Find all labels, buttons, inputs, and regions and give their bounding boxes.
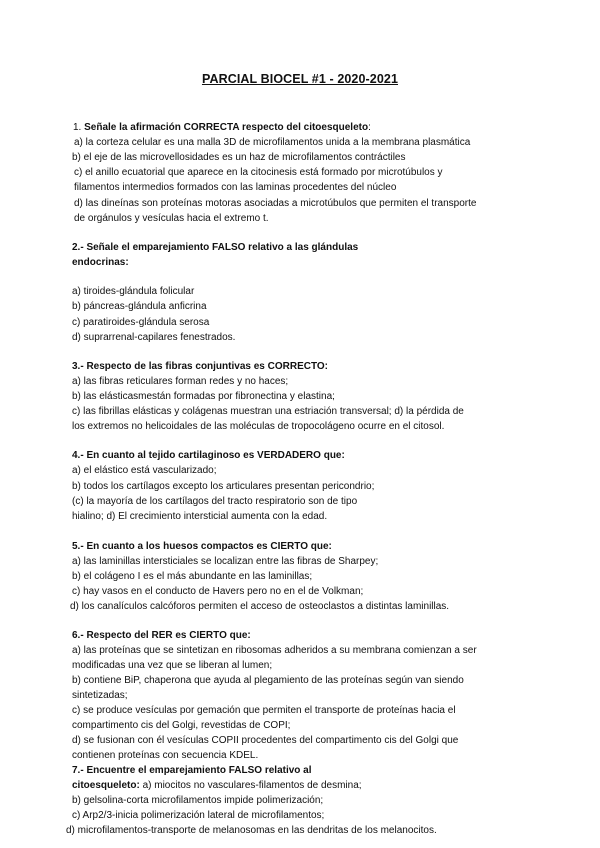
q1-option-c-cont: filamentos intermedios formados con las laminas procedentes del núcleo: [74, 182, 397, 193]
q5-option-b: b) el colágeno I es el más abundante en las laminillas;: [72, 571, 313, 582]
q6-option-d: d) se fusionan con él vesículas COPII procedentes del compartimento cis del Golgi que: [72, 735, 459, 746]
q6-stem: 6.- Respecto del RER es CIERTO que:: [72, 630, 251, 641]
q4-option-c: (c) la mayoría de los cartílagos del tracto respiratorio son de tipo: [72, 496, 358, 507]
q3-stem: 3.- Respecto de las fibras conjuntivas es CORRECTO:: [72, 361, 328, 372]
q1-colon: :: [368, 122, 371, 133]
q2-stem-cont: endocrinas:: [72, 257, 129, 268]
q5-option-a: a) las laminillas intersticiales se localizan entre las fibras de Sharpey;: [72, 556, 379, 567]
q5-stem: 5.- En cuanto a los huesos compactos es CIERTO que:: [72, 541, 332, 552]
q7-stem-bold: citoesqueleto:: [72, 780, 140, 791]
q7-option-b: b) gelsolina-corta microfilamentos impide polimerización;: [72, 795, 324, 806]
q3-option-b: b) las elásticasmestán formadas por fibronectina y elastina;: [72, 391, 335, 402]
q3-option-c-d: c) las fibrillas elásticas y colágenas muestran una estriación transversal; d) la pérdida de: [72, 406, 464, 417]
q5-option-d: d) los canalículos calcóforos permiten el acceso de osteoclastos a distintas laminillas.: [70, 601, 450, 612]
q6-option-b: b) contiene BiP, chaperona que ayuda al plegamiento de las proteínas según van siendo: [72, 675, 464, 686]
q7-option-d: d) microfilamentos-transporte de melanosomas en las dendritas de los melanocitos.: [66, 825, 437, 836]
q4-option-c-d: hialino; d) El crecimiento intersticial aumenta con la edad.: [72, 511, 328, 522]
q2-option-a: a) tiroides-glándula folicular: [72, 286, 195, 297]
q3-option-a: a) las fibras reticulares forman redes y no haces;: [72, 376, 289, 387]
q1-stem: Señale la afirmación CORRECTA respecto del citoesqueleto: [84, 122, 369, 133]
q1-option-d-cont: de orgánulos y vesículas hacia el extremo t.: [74, 213, 269, 224]
q5-option-c: c) hay vasos en el conducto de Havers pero no en el de Volkman;: [72, 586, 364, 597]
q3-option-d-cont: los extremos no helicoidales de las moléculas de tropocolágeno ocurre en el citosol.: [72, 421, 445, 432]
q1-option-d: d) las dineínas son proteínas motoras asociadas a microtúbulos que permiten el transporte: [74, 198, 477, 209]
q2-stem: 2.- Señale el emparejamiento FALSO relativo a las glándulas: [72, 242, 359, 253]
q7-stem-cont: [72, 779, 362, 792]
q1-option-b: b) el eje de las microvellosidades es un haz de microfilamentos contráctiles: [72, 152, 406, 163]
q7-option-c: c) Arp2/3-inicia polimerización lateral de microfilamentos;: [72, 810, 325, 821]
page-title: PARCIAL BIOCEL #1 - 2020-2021: [201, 72, 399, 86]
q2-option-b: b) páncreas-glándula anficrina: [72, 301, 207, 312]
q7-option-a: a) miocitos no vasculares-filamentos de desmina;: [139, 780, 362, 791]
q2-option-d: d) suprarrenal-capilares fenestrados.: [72, 332, 236, 343]
q6-option-c-cont: compartimento cis del Golgi, revestidas de COPI;: [72, 720, 291, 731]
q4-stem: 4.- En cuanto al tejido cartilaginoso es VERDADERO que:: [72, 450, 345, 461]
q1-number: 1.: [73, 122, 85, 133]
q6-option-d-cont: contienen proteínas con secuencia KDEL.: [72, 750, 259, 761]
q2-option-c: c) paratiroides-glándula serosa: [72, 317, 210, 328]
q7-stem: 7.- Encuentre el emparejamiento FALSO relativo al: [72, 765, 312, 776]
q1-stem-line: [73, 121, 371, 134]
q6-option-c: c) se produce vesículas por gemación que permiten el transporte de proteínas hacia el: [72, 705, 456, 716]
q1-option-a: a) la corteza celular es una malla 3D de microfilamentos unida a la membrana plasmática: [74, 137, 471, 148]
q6-option-a: a) las proteínas que se sintetizan en ribosomas adheridos a su membrana comienzan a ser: [72, 645, 477, 656]
q1-option-c: c) el anillo ecuatorial que aparece en la citocinesis está formado por microtúbulos y: [74, 167, 443, 178]
q6-option-b-cont: sintetizadas;: [72, 690, 128, 701]
q4-option-a: a) el elástico está vascularizado;: [72, 465, 217, 476]
q4-option-b: b) todos los cartílagos excepto los articulares presentan pericondrio;: [72, 481, 375, 492]
q6-option-a-cont: modificadas una vez que se liberan al lumen;: [72, 660, 273, 671]
